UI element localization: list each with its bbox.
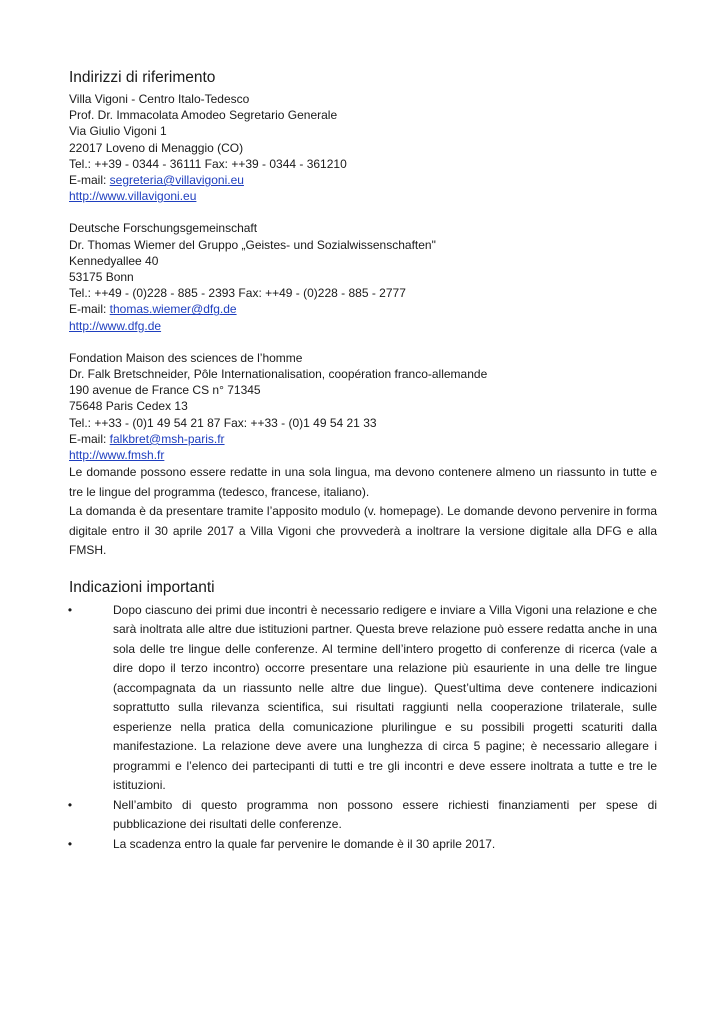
address-line: 75648 Paris Cedex 13: [69, 399, 188, 414]
list-item-text: La scadenza entro la quale far pervenire le domande è il 30 aprile 2017.: [113, 836, 496, 851]
phone-line: Tel.: ++33 - (0)1 49 54 21 87 Fax: ++33 - (0)1 49 54 21 33: [69, 415, 377, 430]
email-label: E-mail:: [69, 431, 110, 446]
notes-list: [69, 601, 657, 855]
website-link-fmsh[interactable]: http://www.fmsh.fr: [69, 448, 165, 463]
phone-line: Tel.: ++49 - (0)228 - 885 - 2393 Fax: ++49 - (0)228 - 885 - 2777: [69, 286, 406, 301]
section-title-references: Indirizzi di riferimento: [69, 69, 216, 86]
list-item-text: Nell’ambito di questo programma non possono essere richiesti finanziamenti per spese di pubblicazione dei risultati delle conferenze.: [113, 797, 657, 832]
list-item: [69, 601, 657, 796]
paragraph-languages: Le domande possono essere redatte in una sola lingua, ma devono contenere almeno un riassunto in tutte e tre le lingue del programma (tedesco, francese, italiano).: [69, 465, 657, 499]
email-line: [69, 431, 657, 447]
address-line: Fondation Maison des sciences de l’homme: [69, 350, 303, 365]
address-line: Dr. Thomas Wiemer del Gruppo „Geistes- und Sozialwissenschaften": [69, 237, 436, 252]
address-block-fmsh: [69, 350, 657, 463]
address-line: Deutsche Forschungsgemeinschaft: [69, 221, 258, 236]
address-line: Kennedyallee 40: [69, 253, 159, 268]
website-link-dfg[interactable]: http://www.dfg.de: [69, 318, 162, 333]
email-link-dfg[interactable]: thomas.wiemer@dfg.de: [109, 302, 237, 317]
list-item: [69, 835, 657, 855]
email-link-vigoni[interactable]: segreteria@villavigoni.eu: [109, 173, 244, 188]
email-line: [69, 172, 657, 188]
address-block-dfg: [69, 220, 657, 333]
website-link-vigoni[interactable]: http://www.villavigoni.eu: [69, 189, 197, 204]
bullet-icon: •: [67, 602, 73, 617]
address-line: 53175 Bonn: [69, 270, 134, 285]
list-item-text: Dopo ciascuno dei primi due incontri è necessario redigere e inviare a Villa Vigoni una relazione e che sarà inoltrata alle altre due istituzioni partner. Questa breve relazione può essere redatta anche in una sola delle tre lingue delle conferenze. Al termine dell’intero progetto di conferenze di ricerca (vale a dire dopo il terzo incontro) occorre presentare una relazione più esauriente in una delle tre lingue (accompagnata da un riassunto nelle altre due lingue). Quest’ultima deve contenere indicazioni soprattutto sulla rilevanza scientifica, sui risultati raggiunti nella cooperazione trilaterale, sulle esperienze nella pratica della comunicazione plurilingue e su possibili progetti scaturiti dalla manifestazione. La relazione deve avere una lunghezza di circa 5 pagine; è necessario allegare i programmi e l’elenco dei partecipanti di tutti e tre gli incontri e deve essere inoltrata a tutte e tre le istituzioni.: [113, 602, 657, 793]
email-link-fmsh[interactable]: falkbret@msh-paris.fr: [109, 431, 225, 446]
phone-line: Tel.: ++39 - 0344 - 36111 Fax: ++39 - 0344 - 361210: [69, 156, 347, 171]
email-label: E-mail:: [69, 302, 110, 317]
address-line: 22017 Loveno di Menaggio (CO): [69, 140, 244, 155]
page-content: [69, 68, 657, 854]
section-title-important-notes: Indicazioni importanti: [69, 578, 215, 596]
email-line: [69, 301, 657, 317]
list-item: [69, 796, 657, 835]
address-block-villa-vigoni: [69, 91, 657, 204]
bullet-icon: •: [67, 797, 73, 812]
address-line: Prof. Dr. Immacolata Amodeo Segretario Generale: [69, 108, 338, 123]
paragraph-submission: La domanda è da presentare tramite l’apposito modulo (v. homepage). Le domande devono pervenire in forma digitale entro il 30 aprile 2017 a Villa Vigoni che provvederà a inoltrare la versione digitale alla DFG e alla FMSH.: [69, 504, 657, 558]
email-label: E-mail:: [69, 173, 110, 188]
address-line: Villa Vigoni - Centro Italo-Tedesco: [69, 92, 250, 106]
address-line: Via Giulio Vigoni 1: [69, 124, 167, 139]
address-line: Dr. Falk Bretschneider, Pôle Internationalisation, coopération franco-allemande: [69, 367, 488, 382]
address-line: 190 avenue de France CS n° 71345: [69, 383, 261, 398]
bullet-icon: •: [67, 836, 73, 851]
